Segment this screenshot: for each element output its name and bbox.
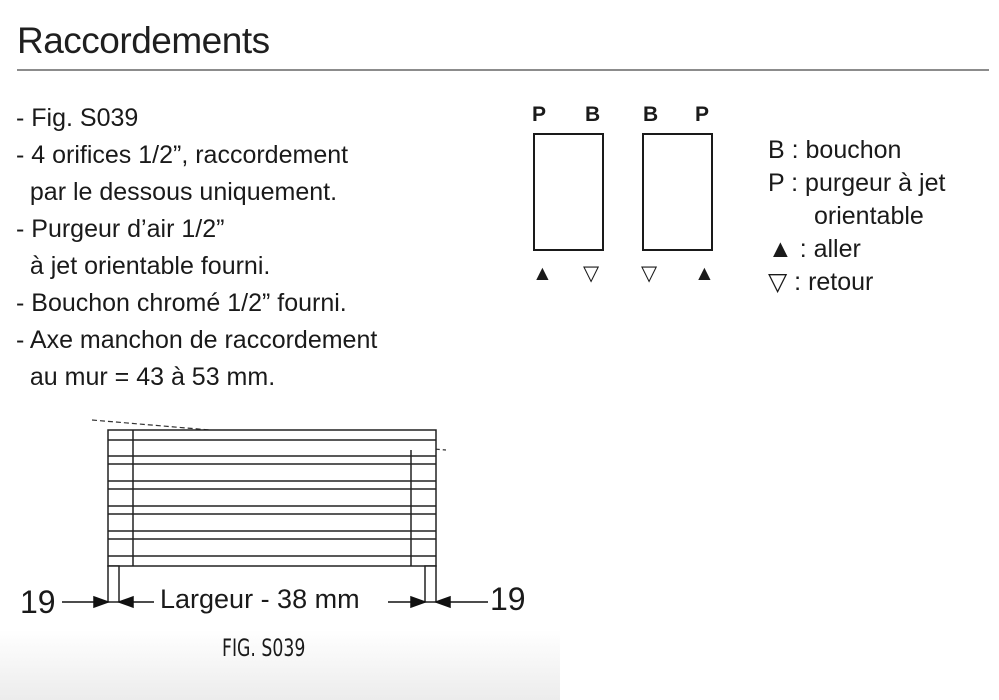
list-item: au mur = 43 à 53 mm. [16, 363, 276, 391]
legend-item-retour: ▽ : retour [768, 268, 874, 296]
arrow-right-icon [94, 597, 108, 607]
list-item: par le dessous uniquement. [16, 178, 338, 206]
arrow-left-icon [436, 597, 450, 607]
list-item: - Fig. S039 [16, 104, 139, 132]
list-item: - Axe manchon de raccordement [16, 326, 378, 354]
label-p: P [695, 103, 710, 126]
retour-triangle-icon: ▽ [641, 262, 658, 285]
legend-item-aller: ▲ : aller [768, 235, 861, 263]
legend-item-p: P : purgeur à jet [768, 169, 946, 197]
radiator-body [108, 430, 436, 566]
page-title: Raccordements [17, 20, 270, 61]
figure-caption: FIG. S039 [222, 634, 306, 662]
list-item: - 4 orifices 1/2”, raccordement [16, 141, 349, 169]
dim-middle-label: Largeur - 38 mm [160, 584, 360, 614]
arrow-left-icon [119, 597, 133, 607]
list-item: à jet orientable fourni. [16, 252, 271, 280]
arrow-right-icon [411, 597, 425, 607]
aller-triangle-icon: ▲ [694, 262, 715, 285]
dim-left-value: 19 [20, 584, 56, 620]
legend-item-b: B : bouchon [768, 136, 902, 164]
list-item: - Bouchon chromé 1/2” fourni. [16, 289, 347, 317]
retour-triangle-icon: ▽ [583, 262, 600, 285]
label-b: B [643, 103, 659, 126]
label-p: P [532, 103, 547, 126]
dim-right-value: 19 [490, 581, 526, 617]
label-b: B [585, 103, 601, 126]
list-item: - Purgeur d’air 1/2” [16, 215, 225, 243]
left-leg [108, 566, 119, 602]
right-leg [425, 566, 436, 602]
aller-triangle-icon: ▲ [532, 262, 553, 285]
legend-item-p-continued: orientable [814, 202, 924, 230]
